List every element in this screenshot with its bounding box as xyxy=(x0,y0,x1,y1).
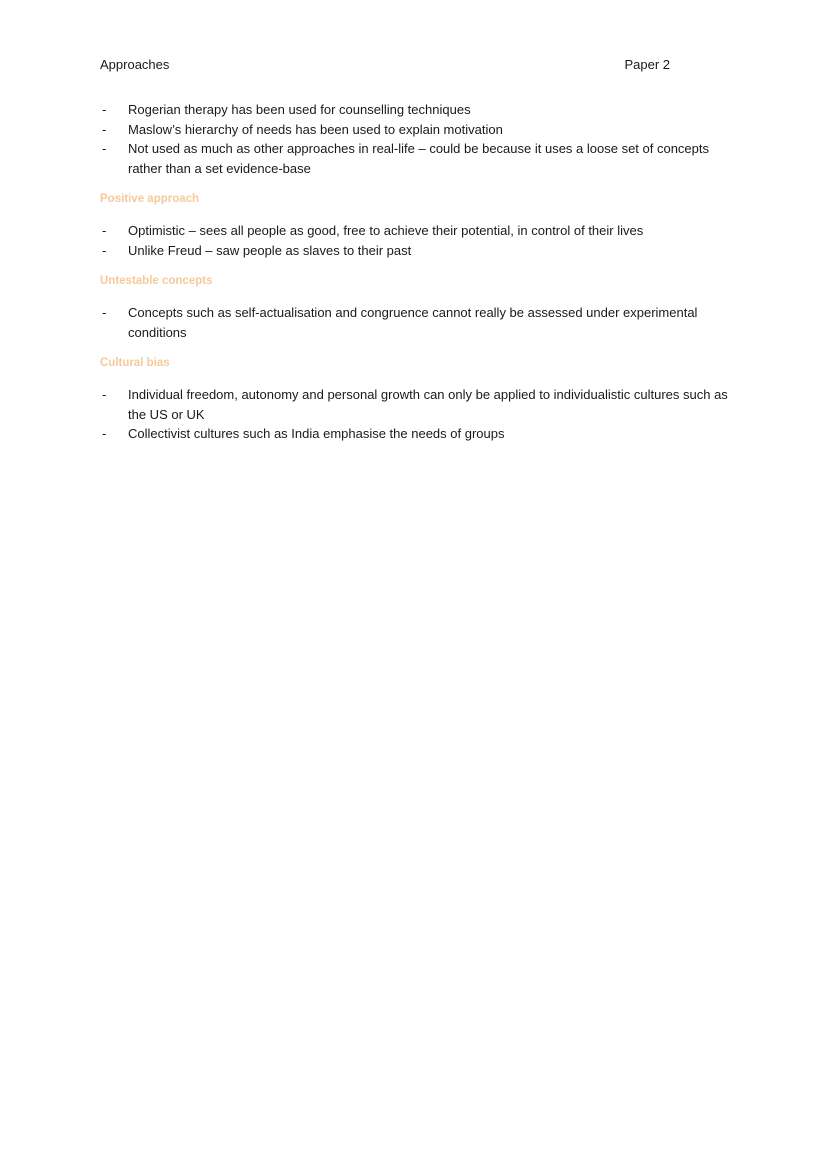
header-paper: Paper 2 xyxy=(624,57,670,72)
intro-list xyxy=(100,100,740,178)
list-item: - Maslow’s hierarchy of needs has been used to explain motivation xyxy=(102,121,503,137)
untestable-concepts-list xyxy=(100,303,740,342)
cultural-bias-list xyxy=(100,385,740,444)
list-item: - Individual freedom, autonomy and personal growth can only be applied to individualistic cultures such as the US or UK xyxy=(102,387,728,422)
header-title: Approaches xyxy=(100,57,170,72)
list-item: - Unlike Freud – saw people as slaves to their past xyxy=(102,242,412,258)
list-item: - Optimistic – sees all people as good, free to achieve their potential, in control of their lives xyxy=(102,223,644,238)
section-heading-positive-approach: Positive approach xyxy=(100,193,200,205)
positive-approach-list xyxy=(100,221,740,260)
section-heading-cultural-bias: Cultural bias xyxy=(100,357,170,369)
section-heading-untestable-concepts: Untestable concepts xyxy=(100,275,213,287)
list-item: - Not used as much as other approaches in real-life – could be because it uses a loose set of concepts rather than a set evidence-base xyxy=(102,141,710,176)
list-item: - Concepts such as self-actualisation and congruence cannot really be assessed under experimental conditions xyxy=(102,305,698,340)
document-body xyxy=(100,100,740,444)
page-header xyxy=(100,57,670,72)
list-item: - Rogerian therapy has been used for counselling techniques xyxy=(102,102,471,117)
list-item: - Collectivist cultures such as India emphasise the needs of groups xyxy=(102,426,505,441)
